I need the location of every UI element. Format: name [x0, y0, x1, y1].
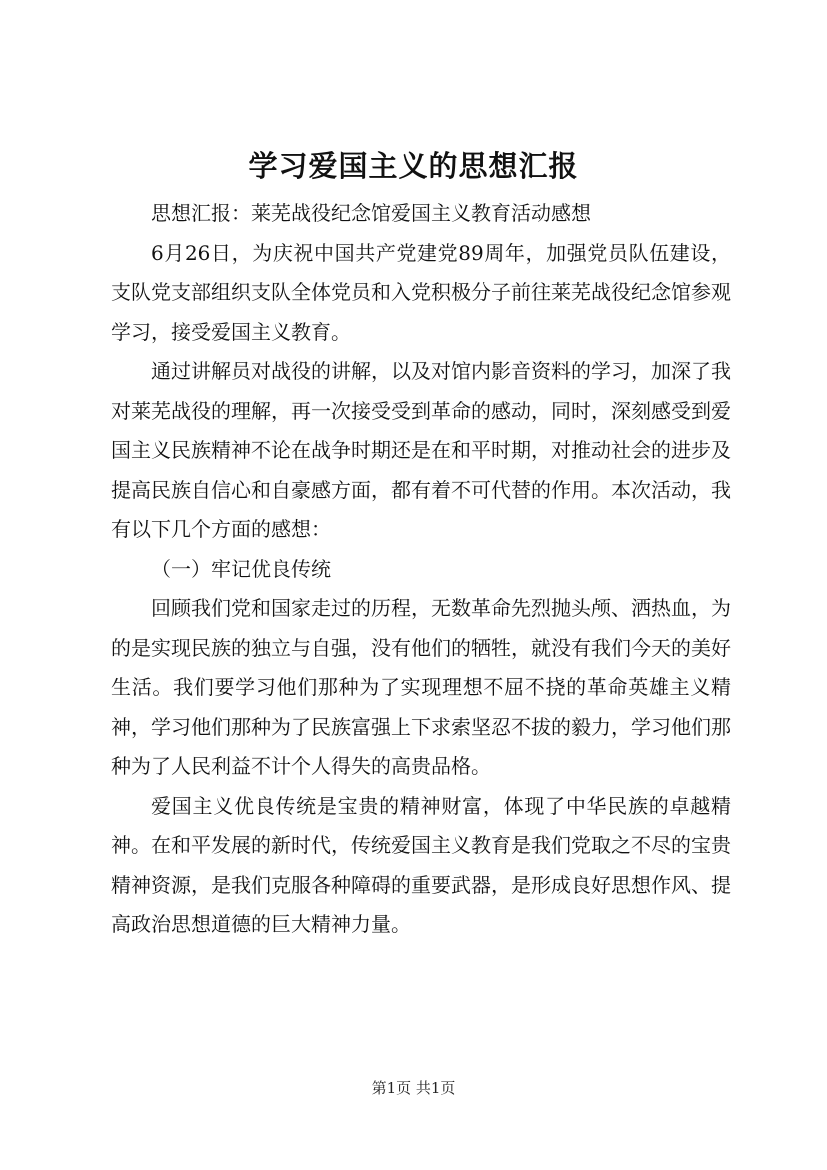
document-body [111, 194, 731, 945]
page-footer: 第1页 共1页 [371, 1079, 456, 1097]
document-title: 学习爱国主义的思想汇报 [248, 149, 579, 183]
body-paragraph: 回顾我们党和国家走过的历程，无数革命先烈抛头颅、洒热血，为的是实现民族的独立与自强，没有他们的牺牲，就没有我们今天的美好生活。我们要学习他们那种为了实现理想不屈不挠的革命英雄主义精神，学习他们那种为了民族富强上下求索坚忍不拔的毅力，学习他们那种为了人民利益不计个人得失的高贵品格。 [111, 596, 731, 778]
body-paragraph: 通过讲解员对战役的讲解，以及对馆内影音资料的学习，加深了我对莱芜战役的理解，再一次接受受到革命的感动，同时，深刻感受到爱国主义民族精神不论在战争时期还是在和平时期，对推动社会的进步及提高民族自信心和自豪感方面，都有着不可代替的作用。本次活动，我有以下几个方面的感想： [111, 359, 731, 541]
document-subtitle: 思想汇报：莱芜战役纪念馆爱国主义教育活动感想 [151, 201, 591, 225]
body-paragraph: 爱国主义优良传统是宝贵的精神财富，体现了中华民族的卓越精神。在和平发展的新时代，传统爱国主义教育是我们党取之不尽的宝贵精神资源，是我们克服各种障碍的重要武器，是形成良好思想作风、提高政治思想道德的巨大精神力量。 [111, 793, 731, 936]
body-paragraph: 6月26日，为庆祝中国共产党建党89周年，加强党员队伍建设，支队党支部组织支队全体党员和入党积极分子前往莱芜战役纪念馆参观学习，接受爱国主义教育。 [111, 240, 731, 344]
section-heading: （一）牢记优良传统 [151, 556, 331, 581]
